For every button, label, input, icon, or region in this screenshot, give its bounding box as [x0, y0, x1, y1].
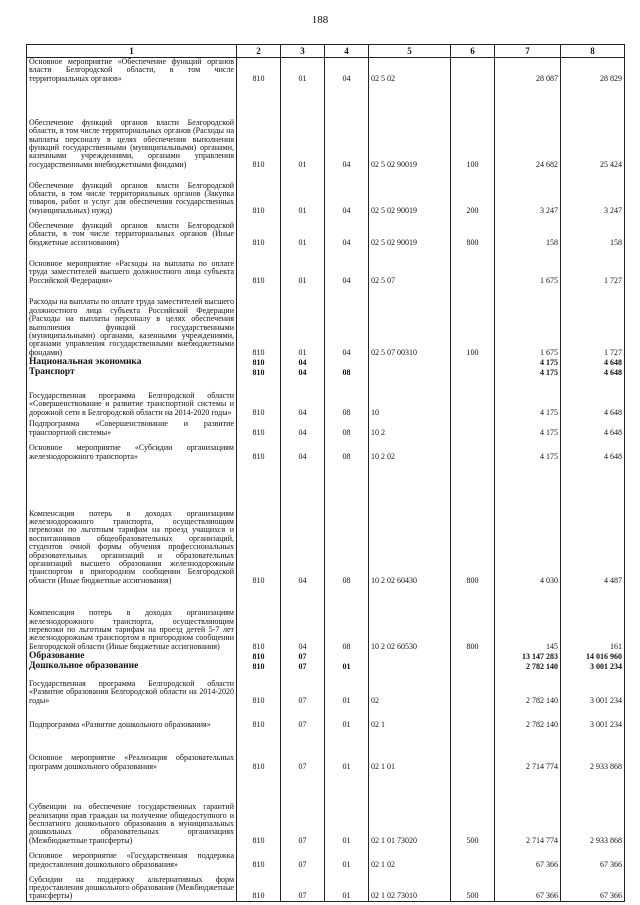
- col-4-cell: 04: [325, 215, 369, 247]
- col-7-cell: 4 175: [495, 437, 561, 461]
- col-2-cell: 810: [237, 58, 281, 84]
- col-8-cell: 3 001 234: [561, 671, 625, 705]
- table-row: [27, 845, 625, 869]
- col-2-cell: 810: [237, 869, 281, 901]
- col-6-cell: [451, 845, 495, 869]
- col-5-cell: [369, 661, 451, 671]
- col-2-cell: 810: [237, 247, 281, 285]
- col-8-cell: 2 933 868: [561, 771, 625, 845]
- row-name: Подпрограмма «Развитие дошкольного образования»: [27, 705, 237, 729]
- row-name: Основное мероприятие «Государственная поддержка предоставления дошкольного образования»: [27, 845, 237, 869]
- col-2-cell: 810: [237, 729, 281, 771]
- col-4-cell: 08: [325, 367, 369, 377]
- col-3-cell: 07: [281, 671, 325, 705]
- col-6-cell: 500: [451, 869, 495, 901]
- col-2-cell: 810: [237, 651, 281, 661]
- table-row: [27, 247, 625, 285]
- col-2-cell: 810: [237, 377, 281, 417]
- col-7-cell: 2 714 774: [495, 771, 561, 845]
- col-2-cell: 810: [237, 705, 281, 729]
- col-2-cell: 810: [237, 585, 281, 651]
- col-3-cell: 07: [281, 661, 325, 671]
- col-8-cell: 4 648: [561, 377, 625, 417]
- col-4-cell: 01: [325, 671, 369, 705]
- row-name: Подпрограмма «Совершенствование и развитие транспортной системы»: [27, 417, 237, 437]
- column-header-2: 2: [237, 45, 281, 58]
- row-name: Обеспечение функций органов власти Белгородской области, в том числе территориальных органов (Иные бюджетные ассигнования): [27, 215, 237, 247]
- row-name: Обеспечение функций органов власти Белгородской области, в том числе территориальных органов (Закупка товаров, работ и услуг для обеспечения государственных (муниципальных) нужд): [27, 169, 237, 215]
- col-6-cell: [451, 729, 495, 771]
- col-5-cell: 02 1 01 73020: [369, 771, 451, 845]
- table-row: [27, 869, 625, 901]
- col-8-cell: 4 648: [561, 417, 625, 437]
- col-8-cell: 14 016 960: [561, 651, 625, 661]
- col-6-cell: [451, 58, 495, 84]
- col-4-cell: 01: [325, 869, 369, 901]
- col-2-cell: 810: [237, 169, 281, 215]
- budget-table: [26, 44, 625, 902]
- col-6-cell: 800: [451, 461, 495, 585]
- col-3-cell: 04: [281, 377, 325, 417]
- col-3-cell: 01: [281, 285, 325, 357]
- col-8-cell: 1 727: [561, 285, 625, 357]
- col-3-cell: 07: [281, 651, 325, 661]
- column-header-7: 7: [495, 45, 561, 58]
- col-4-cell: 04: [325, 83, 369, 169]
- col-2-cell: 810: [237, 285, 281, 357]
- col-8-cell: 67 366: [561, 869, 625, 901]
- row-name: Компенсация потерь в доходах организациям железнодорожного транспорта, осуществляющим перевозки по льготным тарифам на проезд учащихся и воспитанников общеобразовательных организаций, студентов очной формы обучения профессиональных образовательных организаций и образовательных организаций высшего образования железнодорожным транспортом в пригородном сообщении Белгородской области (Иные бюджетные ассигнования): [27, 461, 237, 585]
- col-5-cell: 10 2 02 60430: [369, 461, 451, 585]
- col-4-cell: 01: [325, 729, 369, 771]
- col-2-cell: 810: [237, 357, 281, 367]
- col-5-cell: [369, 357, 451, 367]
- table-row: [27, 417, 625, 437]
- col-3-cell: 01: [281, 247, 325, 285]
- col-4-cell: 04: [325, 169, 369, 215]
- col-8-cell: 1 727: [561, 247, 625, 285]
- column-header-5: 5: [369, 45, 451, 58]
- col-8-cell: 4 648: [561, 357, 625, 367]
- col-3-cell: 04: [281, 417, 325, 437]
- col-4-cell: 04: [325, 247, 369, 285]
- row-name: Расходы на выплаты по оплате труда заместителей высшего должностного лица субъекта Российской Федерации (Расходы на выплаты персоналу в целях обеспечения выполнения функций государственными (муниципальными) органами, казенными учреждениями, органами управления государственными внебюджетными фондами): [27, 285, 237, 357]
- table-row: [27, 651, 625, 661]
- col-6-cell: 100: [451, 83, 495, 169]
- row-name: Национальная экономика: [27, 357, 237, 367]
- col-4-cell: 08: [325, 377, 369, 417]
- col-6-cell: 100: [451, 285, 495, 357]
- row-name: Государственная программа Белгородской области «Совершенствование и развитие транспортной системы и дорожной сети в Белгородской области на 2014-2020 годы»: [27, 377, 237, 417]
- col-5-cell: 10: [369, 377, 451, 417]
- row-name: Государственная программа Белгородской области «Развитие образования Белгородской области на 2014-2020 годы»: [27, 671, 237, 705]
- table-row: [27, 461, 625, 585]
- row-name: Транспорт: [27, 367, 237, 377]
- col-7-cell: 4 175: [495, 377, 561, 417]
- table-row: [27, 705, 625, 729]
- table-row: [27, 367, 625, 377]
- col-7-cell: 67 366: [495, 845, 561, 869]
- col-6-cell: [451, 367, 495, 377]
- col-5-cell: 02 5 02 90019: [369, 215, 451, 247]
- col-3-cell: 01: [281, 215, 325, 247]
- col-4-cell: 08: [325, 437, 369, 461]
- table-body: [27, 58, 625, 902]
- table-row: [27, 357, 625, 367]
- col-2-cell: 810: [237, 845, 281, 869]
- column-header-1: 1: [27, 45, 237, 58]
- col-7-cell: 4 175: [495, 417, 561, 437]
- col-4-cell: 04: [325, 285, 369, 357]
- col-7-cell: 4 175: [495, 367, 561, 377]
- col-3-cell: 07: [281, 705, 325, 729]
- col-5-cell: [369, 367, 451, 377]
- col-5-cell: 02 5 02 90019: [369, 169, 451, 215]
- col-7-cell: 4 175: [495, 357, 561, 367]
- row-name: Основное мероприятие «Субсидии организациям железнодорожного транспорта»: [27, 437, 237, 461]
- col-4-cell: 04: [325, 58, 369, 84]
- col-2-cell: 810: [237, 417, 281, 437]
- col-7-cell: 1 675: [495, 247, 561, 285]
- col-3-cell: 04: [281, 357, 325, 367]
- col-2-cell: 810: [237, 771, 281, 845]
- col-5-cell: 10 2 02 60530: [369, 585, 451, 651]
- col-2-cell: 810: [237, 461, 281, 585]
- col-4-cell: 08: [325, 417, 369, 437]
- row-name: Субвенции на обеспечение государственных гарантий реализации прав граждан на получение общедоступного и бесплатного дошкольного образования в муниципальных дошкольных образовательных организациях (Межбюджетные трансферты): [27, 771, 237, 845]
- col-7-cell: 28 087: [495, 58, 561, 84]
- col-3-cell: 01: [281, 169, 325, 215]
- col-5-cell: 10 2 02: [369, 437, 451, 461]
- col-6-cell: [451, 357, 495, 367]
- col-6-cell: [451, 651, 495, 661]
- col-5-cell: [369, 651, 451, 661]
- col-4-cell: 01: [325, 661, 369, 671]
- col-6-cell: [451, 671, 495, 705]
- column-header-6: 6: [451, 45, 495, 58]
- table-row: [27, 437, 625, 461]
- col-7-cell: 2 782 140: [495, 671, 561, 705]
- col-7-cell: 4 030: [495, 461, 561, 585]
- col-8-cell: 67 366: [561, 845, 625, 869]
- col-7-cell: 2 714 774: [495, 729, 561, 771]
- table-row: [27, 585, 625, 651]
- col-5-cell: 02 1 01: [369, 729, 451, 771]
- col-3-cell: 04: [281, 585, 325, 651]
- column-header-3: 3: [281, 45, 325, 58]
- col-5-cell: 10 2: [369, 417, 451, 437]
- table-row: [27, 169, 625, 215]
- col-8-cell: 161: [561, 585, 625, 651]
- row-name: Образование: [27, 651, 237, 661]
- col-7-cell: 13 147 283: [495, 651, 561, 661]
- col-3-cell: 07: [281, 845, 325, 869]
- table-row: [27, 285, 625, 357]
- table-row: [27, 377, 625, 417]
- col-2-cell: 810: [237, 661, 281, 671]
- col-3-cell: 01: [281, 83, 325, 169]
- col-6-cell: [451, 377, 495, 417]
- table-row: [27, 661, 625, 671]
- col-5-cell: 02 5 02: [369, 58, 451, 84]
- col-7-cell: 2 782 140: [495, 705, 561, 729]
- col-8-cell: 158: [561, 215, 625, 247]
- col-4-cell: 08: [325, 585, 369, 651]
- col-5-cell: 02 1: [369, 705, 451, 729]
- col-2-cell: 810: [237, 83, 281, 169]
- col-3-cell: 04: [281, 461, 325, 585]
- table-row: [27, 729, 625, 771]
- col-8-cell: 4 648: [561, 367, 625, 377]
- row-name: Основное мероприятие «Обеспечение функций органов власти Белгородской области, в том числе территориальных органов»: [27, 58, 237, 84]
- col-2-cell: 810: [237, 437, 281, 461]
- col-6-cell: 800: [451, 585, 495, 651]
- col-4-cell: 08: [325, 461, 369, 585]
- row-name: Основное мероприятие «Реализация образовательных программ дошкольного образования»: [27, 729, 237, 771]
- table-row: [27, 83, 625, 169]
- row-name: Дошкольное образование: [27, 661, 237, 671]
- col-4-cell: 01: [325, 845, 369, 869]
- col-5-cell: 02 1 02: [369, 845, 451, 869]
- col-5-cell: 02: [369, 671, 451, 705]
- col-4-cell: [325, 651, 369, 661]
- col-5-cell: 02 5 07 00310: [369, 285, 451, 357]
- row-name: Обеспечение функций органов власти Белгородской области, в том числе территориальных органов (Расходы на выплаты персоналу в целях обеспечения выполнения функций государственными (муниципальными) органами, казенными учреждениями, органами управления государственными внебюджетными фондами): [27, 83, 237, 169]
- col-8-cell: 2 933 868: [561, 729, 625, 771]
- col-6-cell: [451, 417, 495, 437]
- col-4-cell: 01: [325, 771, 369, 845]
- col-3-cell: 04: [281, 367, 325, 377]
- row-name: Компенсация потерь в доходах организациям железнодорожного транспорта, осуществляющим перевозки по льготным тарифам на проезд детей 5-7 лет железнодорожным транспортом в пригородном сообщении Белгородской области (Иные бюджетные ассигнования): [27, 585, 237, 651]
- column-header-4: 4: [325, 45, 369, 58]
- table-row: [27, 58, 625, 84]
- row-name: Субсидии на поддержку альтернативных форм предоставления дошкольного образования (Межбюджетные трансферты): [27, 869, 237, 901]
- col-7-cell: 24 682: [495, 83, 561, 169]
- col-6-cell: [451, 661, 495, 671]
- col-8-cell: 4 487: [561, 461, 625, 585]
- col-8-cell: 3 001 234: [561, 705, 625, 729]
- table-row: [27, 771, 625, 845]
- column-header-8: 8: [561, 45, 625, 58]
- col-6-cell: [451, 247, 495, 285]
- col-3-cell: 04: [281, 437, 325, 461]
- table-header-row: [27, 45, 625, 58]
- col-7-cell: 2 782 140: [495, 661, 561, 671]
- col-6-cell: [451, 437, 495, 461]
- col-7-cell: 67 366: [495, 869, 561, 901]
- col-6-cell: 500: [451, 771, 495, 845]
- col-8-cell: 25 424: [561, 83, 625, 169]
- col-8-cell: 28 829: [561, 58, 625, 84]
- col-4-cell: 01: [325, 705, 369, 729]
- col-3-cell: 07: [281, 729, 325, 771]
- col-4-cell: [325, 357, 369, 367]
- col-3-cell: 01: [281, 58, 325, 84]
- col-6-cell: 800: [451, 215, 495, 247]
- col-5-cell: 02 5 07: [369, 247, 451, 285]
- col-3-cell: 07: [281, 771, 325, 845]
- col-6-cell: 200: [451, 169, 495, 215]
- col-3-cell: 07: [281, 869, 325, 901]
- col-5-cell: 02 1 02 73010: [369, 869, 451, 901]
- col-2-cell: 810: [237, 367, 281, 377]
- col-6-cell: [451, 705, 495, 729]
- col-8-cell: 3 247: [561, 169, 625, 215]
- col-7-cell: 145: [495, 585, 561, 651]
- col-2-cell: 810: [237, 215, 281, 247]
- col-7-cell: 158: [495, 215, 561, 247]
- col-8-cell: 4 648: [561, 437, 625, 461]
- col-7-cell: 3 247: [495, 169, 561, 215]
- col-2-cell: 810: [237, 671, 281, 705]
- col-8-cell: 3 001 234: [561, 661, 625, 671]
- row-name: Основное мероприятие «Расходы на выплаты по оплате труда заместителей высшего должностного лица субъекта Российской Федерации»: [27, 247, 237, 285]
- page-number: 188: [311, 14, 329, 26]
- col-7-cell: 1 675: [495, 285, 561, 357]
- table-row: [27, 215, 625, 247]
- col-5-cell: 02 5 02 90019: [369, 83, 451, 169]
- table-row: [27, 671, 625, 705]
